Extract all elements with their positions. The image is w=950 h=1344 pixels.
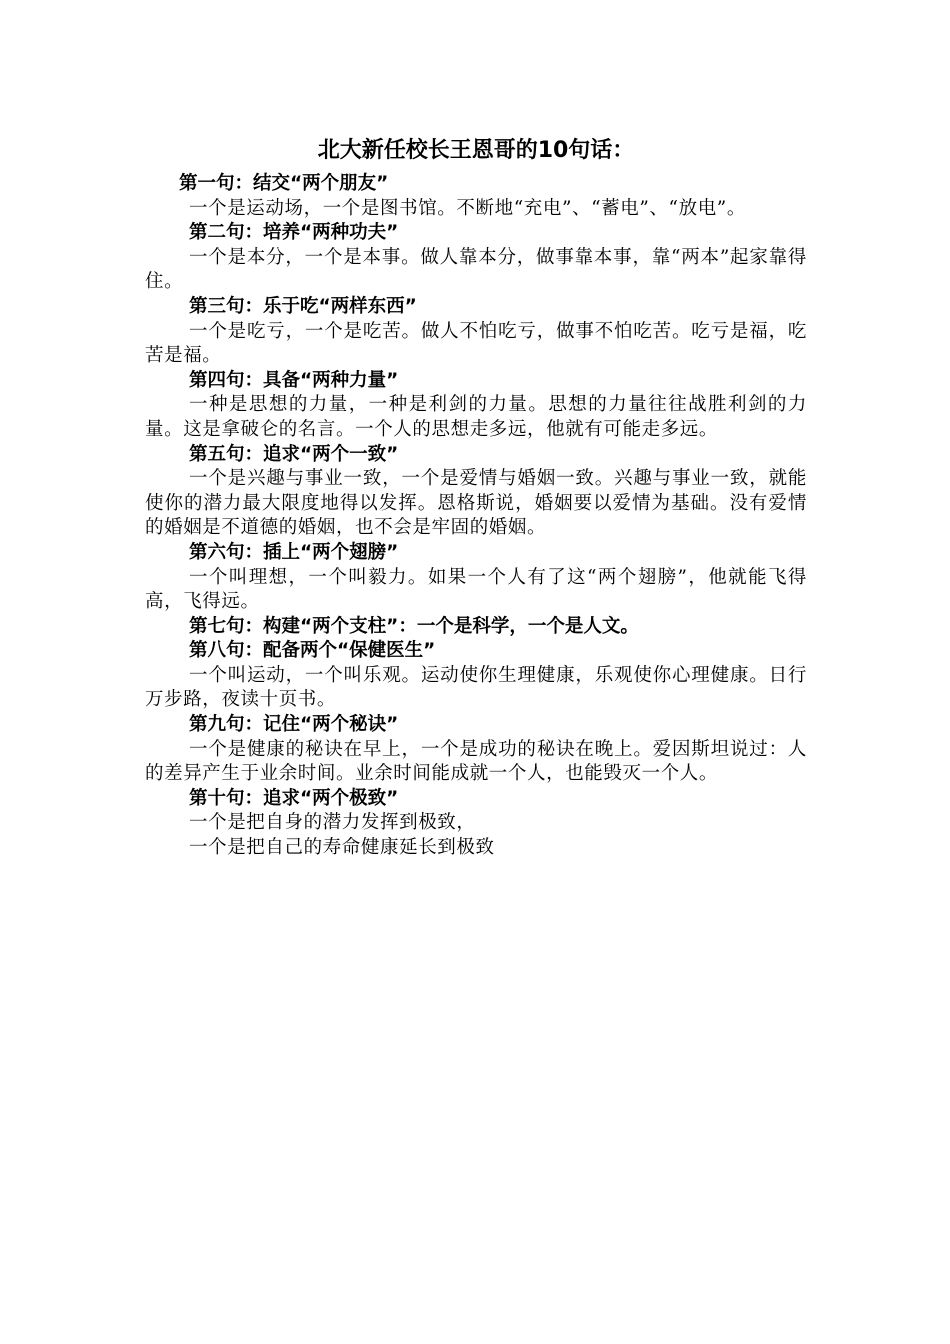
section-10-body-line-2: 一个是把自己的寿命健康延长到极致 xyxy=(189,837,495,859)
section-2-heading: 第二句：培养“两种功夫” xyxy=(189,222,399,244)
section-5-heading: 第五句：追求“两个一致” xyxy=(189,443,399,465)
section-3-heading: 第三句：乐于吃“两样东西” xyxy=(189,295,417,317)
section-8-heading: 第八句：配备两个“保健医生” xyxy=(189,640,436,662)
section-4-body: 一种是思想的力量，一种是利剑的力量。思想的力量往往战胜利剑的力量。这是拿破仑的名言。一个人的思想走多远，他就有可能走多远。 xyxy=(145,394,807,440)
section-6-heading: 第六句：插上“两个翅膀” xyxy=(189,541,399,563)
section-1-heading: 第一句：结交“两个朋友” xyxy=(179,173,389,194)
document-page xyxy=(145,132,807,861)
section-10-heading: 第十句：追求“两个极致” xyxy=(189,787,399,809)
section-8-body: 一个叫运动，一个叫乐观。运动使你生理健康，乐观使你心理健康。日行万步路，夜读十页书。 xyxy=(145,664,807,711)
document-title: 北大新任校长王恩哥的10句话： xyxy=(317,138,635,163)
section-9-body: 一个是健康的秘诀在早上，一个是成功的秘诀在晚上。爱因斯坦说过：人的差异产生于业余时间。业余时间能成就一个人，也能毁灭一个人。 xyxy=(145,738,807,785)
section-6-body: 一个叫理想，一个叫毅力。如果一个人有了这“两个翅膀”，他就能飞得高，飞得远。 xyxy=(145,566,807,613)
section-5-body: 一个是兴趣与事业一致，一个是爱情与婚姻一致。兴趣与事业一致，就能使你的潜力最大限度地得以发挥。恩格斯说，婚姻要以爱情为基础。没有爱情的婚姻是不道德的婚姻，也不会是牢固的婚姻。 xyxy=(145,468,807,539)
section-10-body-line-1: 一个是把自身的潜力发挥到极致， xyxy=(189,812,476,834)
section-1-body: 一个是运动场，一个是图书馆。不断地“充电”、“蓄电”、“放电”。 xyxy=(189,197,746,219)
section-7-heading: 第七句：构建“两个支柱”：一个是科学，一个是人文。 xyxy=(189,615,639,637)
section-2-body: 一个是本分，一个是本事。做人靠本分，做事靠本事，靠“两本”起家靠得住。 xyxy=(145,246,807,293)
section-9-heading: 第九句：记住“两个秘诀” xyxy=(189,714,399,736)
section-4-heading: 第四句：具备“两种力量” xyxy=(189,369,399,391)
section-3-body: 一个是吃亏，一个是吃苦。做人不怕吃亏，做事不怕吃苦。吃亏是福，吃苦是福。 xyxy=(145,320,807,367)
